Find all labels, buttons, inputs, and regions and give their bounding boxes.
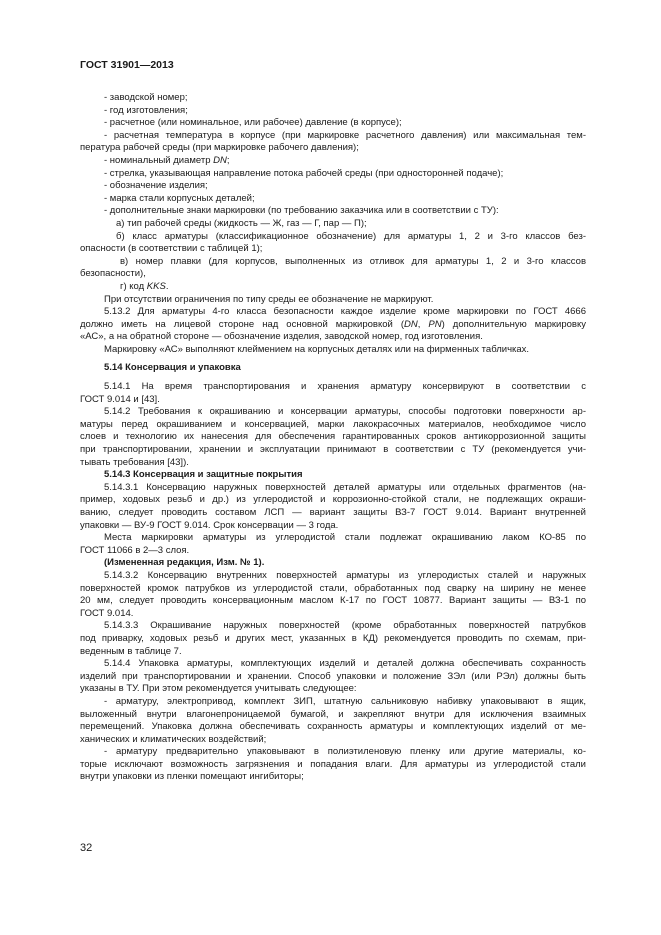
list-item: - год изготовления;	[104, 104, 188, 116]
subsection-heading: 5.14.3 Консервация и защитные покрытия	[104, 469, 303, 481]
paragraph-line: 5.14.1 На время транспортирования и хранения арматуру консервируют в соответствии с	[104, 381, 586, 393]
text-line: упаковки — ВУ-9 ГОСТ 9.014. Срок консервации — 3 года.	[80, 519, 339, 531]
sub-list-item: г) код KKS.	[120, 280, 169, 292]
text-line: ГОСТ 9.014 и [43].	[80, 393, 160, 405]
page-number: 32	[80, 842, 93, 854]
paragraph-line: 5.14.3.1 Консервацию наружных поверхностей деталей арматуры или отдельных фрагментов (на-	[104, 481, 586, 493]
sub-list-item: а) тип рабочей среды (жидкость — Ж, газ — Г, пар — П);	[116, 217, 367, 229]
text-line: веденным в таблице 7.	[80, 645, 182, 657]
text-line: опасности (в соответствии с таблицей 1);	[80, 243, 263, 255]
list-item: - марка стали корпусных деталей;	[104, 192, 255, 204]
text-line: 20 мм, следует проводить консервационным маслом К-17 по ГОСТ 10877. Вариант защиты — ВЗ-1 по	[80, 595, 586, 607]
text-line: внутри упаковки из пленки помещают ингибиторы;	[80, 771, 304, 783]
text-line: «АС», а на обратной стороне — обозначение изделия, заводской номер, год изготовления.	[80, 331, 483, 343]
list-item: - арматуру предварительно упаковывают в полиэтиленовую пленку или другие материалы, ко-	[104, 746, 586, 758]
text-line: торые исключают возможность загрязнения и попадания влаги. Для арматуры из углеродистой стали	[80, 758, 586, 770]
text-line: поверхностей кромок патрубков из углеродистой стали, обработанных под сварку на ширину не менее	[80, 582, 586, 594]
paragraph-line: Места маркировки арматуры из углеродистой стали подлежат окрашиванию лаком КО-85 по	[104, 532, 586, 544]
list-item: - дополнительные знаки маркировки (по требованию заказчика или в соответствии с ТУ):	[104, 205, 499, 217]
sub-list-item: в) номер плавки (для корпусов, выполненных из отливок для арматуры 1, 2 и 3-го классов	[120, 255, 586, 267]
text-line: ванию, следует проводить составом ЛСП — вариант защиты ВЗ-7 ГОСТ 9.014. Вариант внутренней	[80, 507, 586, 518]
list-item: - расчетное (или номинальное, или рабочее) давление (в корпусе);	[104, 117, 402, 129]
text-line: ханических и климатических воздействий;	[80, 733, 267, 745]
paragraph-line: 5.14.3.3 Окрашивание наружных поверхностей (кроме обработанных поверхностей патрубков	[104, 620, 586, 632]
list-item: - стрелка, указывающая направление потока рабочей среды (при односторонней подаче);	[104, 167, 504, 179]
text-line: выложенный внутри влагонепроницаемой бумагой, и закрепляют внутри для исключения взаимных	[80, 708, 586, 720]
text-line: слоев и технологию их нанесения для обеспечения гарантированных сроков антикоррозионной защиты	[80, 431, 586, 443]
text-line: тывать требования [43]).	[80, 456, 189, 468]
paragraph-line: 5.13.2 Для арматуры 4-го класса безопасности каждое изделие кроме маркировки по ГОСТ 4666	[104, 306, 586, 318]
list-item: - номинальный диаметр DN;	[104, 154, 230, 166]
text-line: при транспортировании, хранении и эксплуатации принимают в соответствии с ТУ (рекомендуется учи-	[80, 444, 586, 456]
text-line: безопасности),	[80, 268, 146, 280]
list-item: - обозначение изделия;	[104, 180, 208, 192]
sub-list-item: б) класс арматуры (классификационное обозначение) для арматуры 1, 2 и 3-го классов без-	[116, 230, 586, 242]
list-item: - заводской номер;	[104, 92, 188, 103]
text-line: указаны в ТУ. При этом рекомендуется учитывать следующее:	[80, 683, 357, 695]
text-line: пример, ходовых резьб и др.) из углеродистой и коррозионно-стойкой стали, не подлежащих окраши-	[80, 494, 586, 506]
text-line: матуры перед окрашиванием и консервацией, марки лакокрасочных материалов, необходимое число	[80, 418, 586, 430]
paragraph-line: При отсутствии ограничения по типу среды ее обозначение не маркируют.	[104, 293, 434, 305]
text-line: ГОСТ 9.014.	[80, 607, 134, 619]
text-line: перемещений. Упаковка должна обеспечивать сохранность арматуры и комплектующих изделий от ме-	[80, 721, 586, 733]
text-line: должно иметь на лицевой стороне над основной маркировкой (DN, PN) дополнительную маркировку	[80, 318, 586, 330]
text-line: под приварку, ходовых резьб и других мест, указанных в КД) рекомендуется проводить по схемам, при-	[80, 632, 586, 644]
paragraph-line: 5.14.3.2 Консервацию внутренних поверхностей арматуры из углеродистых сталей и наружных	[104, 569, 586, 581]
amendment-note: (Измененная редакция, Изм. № 1).	[104, 557, 265, 569]
paragraph-line: 5.14.4 Упаковка арматуры, комплектующих изделий и деталей должна обеспечивать сохранность	[104, 658, 586, 670]
paragraph-line: 5.14.2 Требования к окрашиванию и консервации арматуры, способы подготовки поверхности ар-	[104, 406, 586, 418]
text-line: ГОСТ 11066 в 2—3 слоя.	[80, 544, 190, 556]
document-header: ГОСТ 31901—2013	[80, 59, 174, 71]
list-item: - арматуру, электропривод, комплект ЗИП, штатную сальниковую набивку упаковывают в ящик,	[104, 695, 586, 707]
text-line: пература рабочей среды (при маркировке рабочего давления);	[80, 142, 359, 154]
section-heading: 5.14 Консервация и упаковка	[104, 362, 241, 374]
paragraph-line: Маркировку «АС» выполняют клеймением на корпусных деталях или на фирменных табличках.	[104, 343, 530, 355]
text-line: изделий при транспортировании и хранении. Способ упаковки и положение ЗЭл (или РЭл) должны быть	[80, 670, 586, 682]
list-item: - расчетная температура в корпусе (при маркировке расчетного давления) или максимальная тем-	[104, 129, 586, 141]
document-body	[80, 92, 586, 784]
